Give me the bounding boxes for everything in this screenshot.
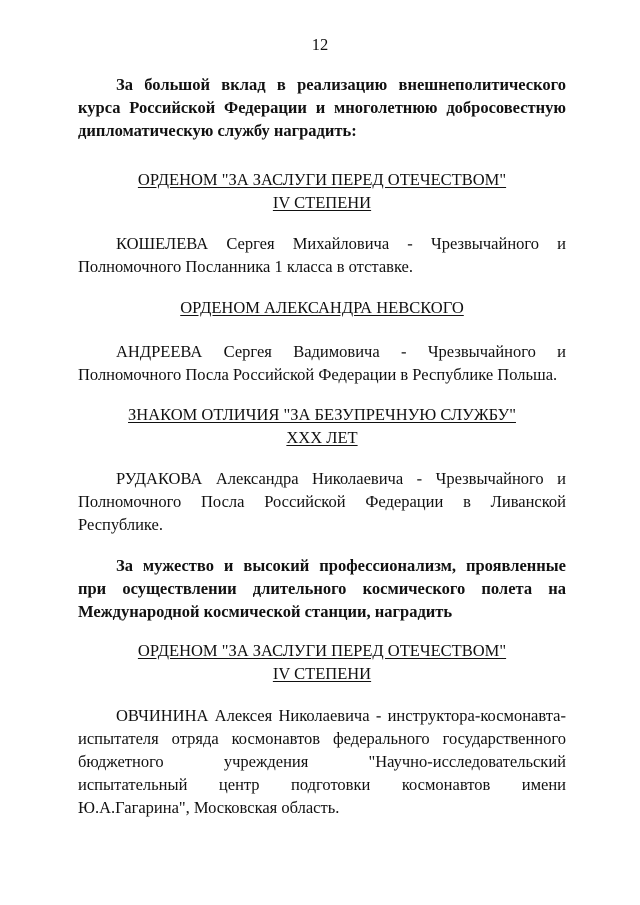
recipient-kosheleva: КОШЕЛЕВА Сергея Михайловича - Чрезвычайного и Полномочного Посланника 1 класса в отставке. bbox=[78, 234, 566, 276]
recipient-rudakova: РУДАКОВА Александра Николаевича - Чрезвычайного и Полномочного Посла Российской Федерации в Ливанской Республике. bbox=[78, 469, 566, 534]
award-heading-line: XXX ЛЕТ bbox=[286, 428, 358, 447]
recipient-ovchinina: ОВЧИНИНА Алексея Николаевича - инструктора-космонавта-испытателя отряда космонавтов федерального государственного бюджетного учреждения "Научно-исследовательский испытательный центр подготовки космонавтов имени Ю.А.Гагарина", Московская область. bbox=[78, 706, 566, 817]
award-heading-order-merit-1 bbox=[78, 168, 566, 214]
award-heading-order-nevsky bbox=[78, 296, 566, 319]
award-heading-line: ОРДЕНОМ АЛЕКСАНДРА НЕВСКОГО bbox=[180, 298, 464, 317]
section-intro-diplomatic: За большой вклад в реализацию внешнеполитического курса Российской Федерации и многолетнюю добросовестную дипломатическую службу наградить: bbox=[78, 75, 566, 140]
award-heading-line: ЗНАКОМ ОТЛИЧИЯ "ЗА БЕЗУПРЕЧНУЮ СЛУЖБУ" bbox=[128, 405, 516, 424]
page-number: 12 bbox=[311, 35, 329, 54]
section-intro-space: За мужество и высокий профессионализм, проявленные при осуществлении длительного космического полета на Международной космической станции, наградить bbox=[78, 556, 566, 621]
award-heading-order-merit-2 bbox=[78, 639, 566, 685]
award-heading-line: ОРДЕНОМ "ЗА ЗАСЛУГИ ПЕРЕД ОТЕЧЕСТВОМ" bbox=[137, 170, 507, 189]
award-heading-line: IV СТЕПЕНИ bbox=[272, 193, 372, 212]
recipient-andreeva: АНДРЕЕВА Сергея Вадимовича - Чрезвычайного и Полномочного Посла Российской Федерации в Республике Польша. bbox=[78, 342, 566, 384]
award-heading-impeccable-service bbox=[78, 403, 566, 449]
award-heading-line: ОРДЕНОМ "ЗА ЗАСЛУГИ ПЕРЕД ОТЕЧЕСТВОМ" bbox=[137, 641, 507, 660]
award-heading-line: IV СТЕПЕНИ bbox=[272, 664, 372, 683]
